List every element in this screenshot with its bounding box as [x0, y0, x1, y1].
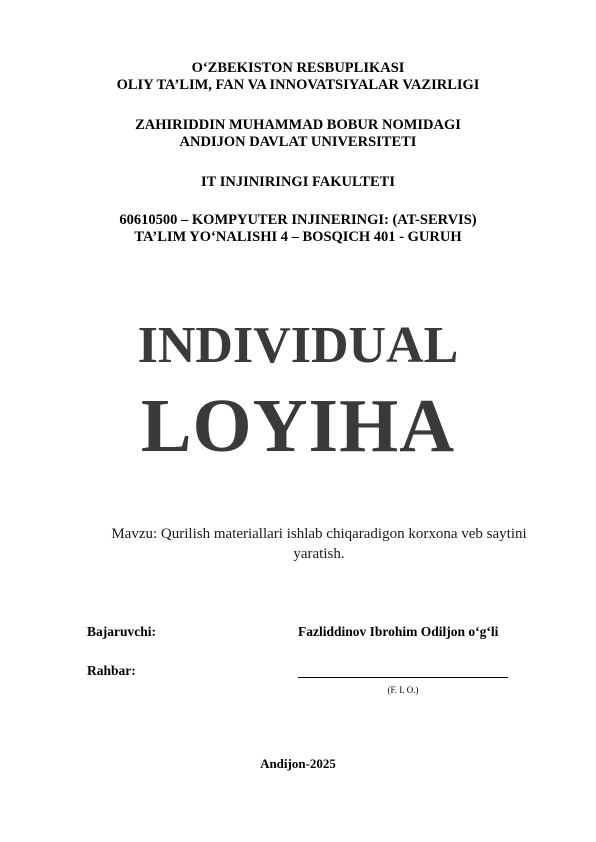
direction-line2: TA’LIM YO‘NALISHI 4 – BOSQICH 401 - GURUH [134, 229, 462, 245]
ministry-name: OLIY TA’LIM, FAN VA INNOVATSIYALAR VAZIRLIGI [116, 77, 480, 93]
direction-header [0, 212, 596, 246]
supervisor-label: Rahbar: [87, 663, 136, 678]
topic-line1: Mavzu: Qurilish materiallari ishlab chiqaradigon korxona veb saytini [111, 526, 527, 542]
university-name-line1: ZAHIRIDDIN MUHAMMAD BOBUR NOMIDAGI [135, 117, 461, 133]
city-year: Andijon-2025 [260, 756, 336, 771]
supervisor-signature-line [298, 677, 508, 678]
executor-label: Bajaruvchi: [87, 624, 156, 639]
university-header [0, 117, 596, 151]
faculty-name: IT INJINIRINGI FAKULTETI [201, 174, 395, 190]
university-name-line2: ANDIJON DAVLAT UNIVERSITETI [179, 134, 417, 150]
country-name: O‘ZBEKISTON RESBUPLIKASI [191, 60, 405, 76]
executor-name: Fazliddinov Ibrohim Odiljon o‘g‘li [298, 624, 499, 639]
topic-line2: yaratish. [293, 546, 345, 562]
direction-line1: 60610500 – KOMPYUTER INJINERINGI: (AT-SERVIS) [119, 212, 477, 228]
project-topic [80, 524, 558, 564]
fio-caption: (F. I. O.) [387, 685, 419, 695]
ministry-header [0, 60, 596, 94]
document-title-line1: INDIVIDUAL [137, 317, 459, 374]
document-title-line2: LOYIHA [140, 384, 456, 468]
